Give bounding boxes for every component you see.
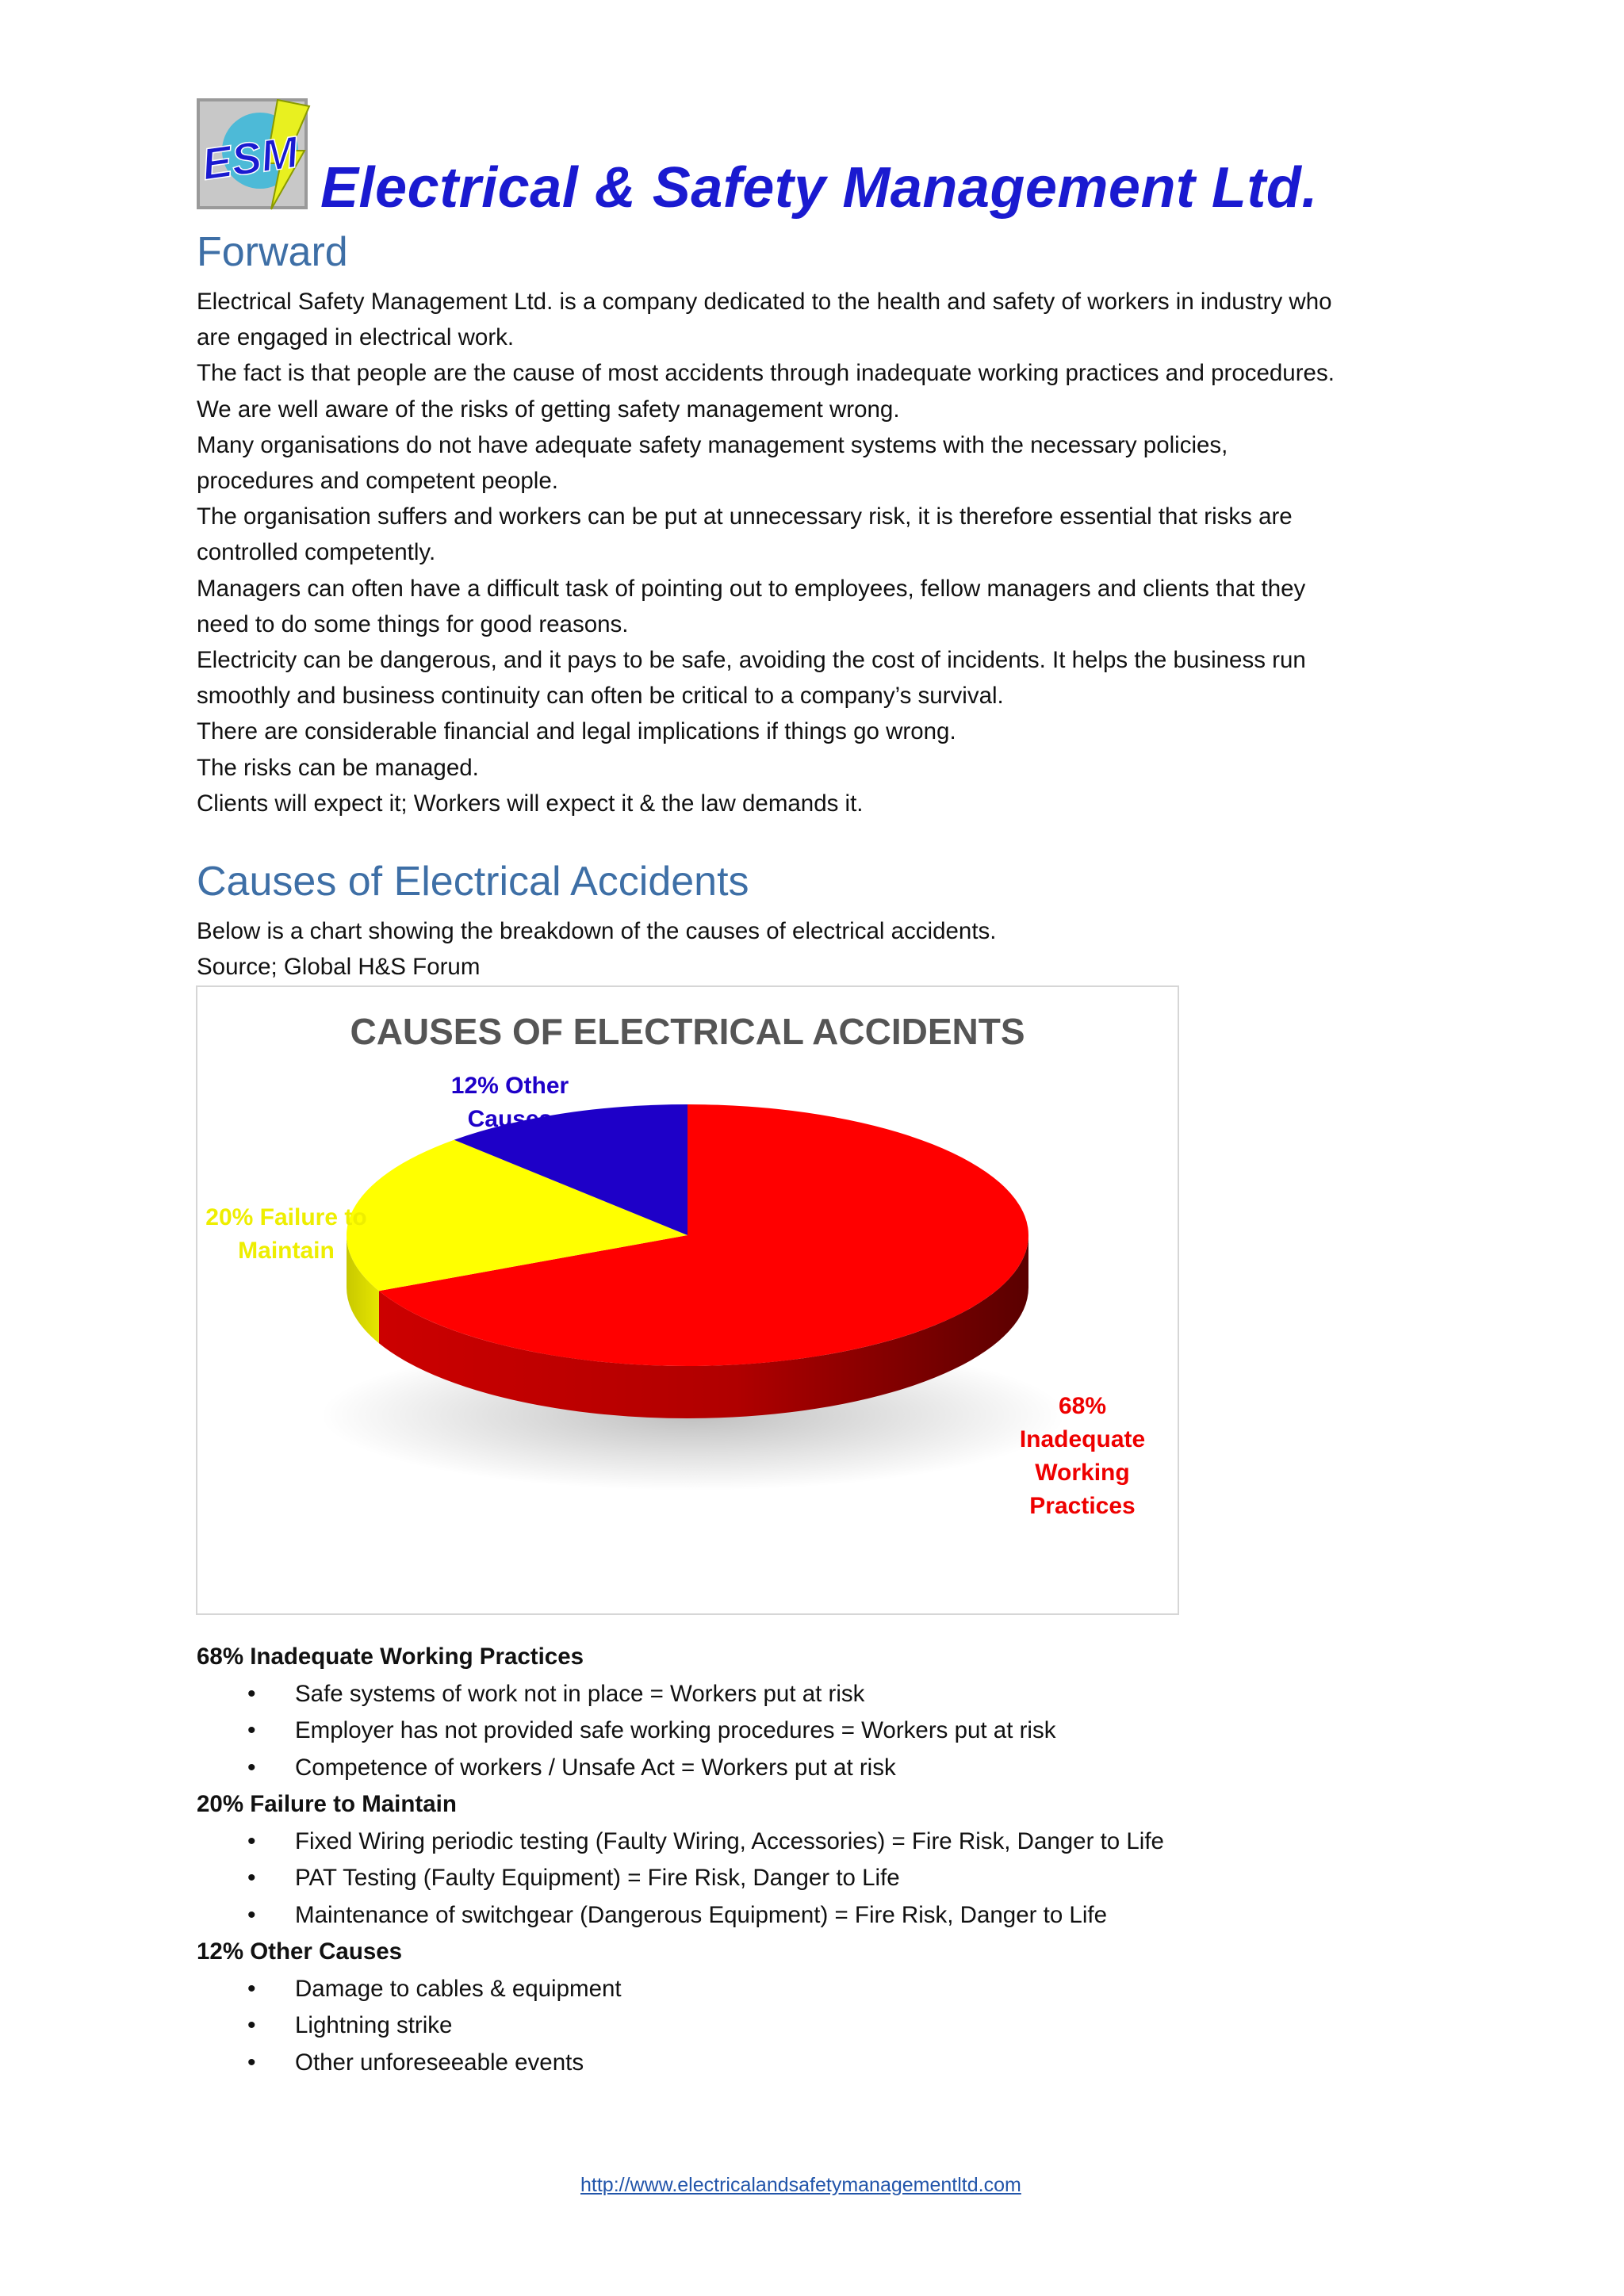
- label-other-line-1: 12% Other: [450, 1073, 569, 1099]
- forward-line: procedures and competent people.: [197, 468, 558, 495]
- detail-item-text: PAT Testing (Faulty Equipment) = Fire Risk, Danger to Life: [295, 1865, 900, 1891]
- bullet-dot: •: [247, 1681, 256, 1707]
- svg-text:ESM: ESM: [198, 126, 301, 189]
- detail-item-text: Lightning strike: [295, 2012, 453, 2038]
- bullet-dot: •: [247, 1717, 256, 1743]
- forward-line: The fact is that people are the cause of most accidents through inadequate working practices and procedures.: [197, 360, 1335, 387]
- detail-item-text: Damage to cables & equipment: [295, 1976, 622, 2002]
- forward-line: Electrical Safety Management Ltd. is a company dedicated to the health and safety of workers in industry who: [197, 289, 1332, 315]
- forward-line: controlled competently.: [197, 539, 436, 566]
- causes-heading: Causes of Electrical Accidents: [197, 859, 749, 905]
- detail-item: [247, 1755, 896, 1781]
- forward-line: There are considerable financial and legal implications if things go wrong.: [197, 718, 956, 745]
- forward-line: The organisation suffers and workers can be put at unnecessary risk, it is therefore essential that risks are: [197, 503, 1293, 530]
- forward-line: The risks can be managed.: [197, 754, 479, 781]
- footer-website-link[interactable]: http://www.electricalandsafetymanagementltd.com: [580, 2174, 1021, 2196]
- label-inadequate-line-4: Practices: [1029, 1493, 1136, 1519]
- detail-title-failure: 20% Failure to Maintain: [197, 1791, 457, 1817]
- detail-title-other: 12% Other Causes: [197, 1938, 403, 1965]
- forward-heading: Forward: [197, 229, 348, 275]
- detail-item: [247, 1717, 1055, 1744]
- pie-slices: [347, 1104, 1028, 1418]
- forward-line: Many organisations do not have adequate safety management systems with the necessary policies,: [197, 431, 1228, 458]
- detail-item: [247, 2049, 584, 2076]
- company-name: Electrical & Safety Management Ltd.: [320, 156, 1318, 220]
- detail-title-inadequate: 68% Inadequate Working Practices: [197, 1644, 584, 1670]
- label-failure-line-2: Maintain: [238, 1238, 335, 1264]
- label-failure-to-maintain: [205, 1204, 366, 1264]
- label-other-line-2: Causes: [467, 1106, 553, 1132]
- detail-item: [247, 1902, 1107, 1929]
- forward-line: We are well aware of the risks of getting safety management wrong.: [197, 396, 900, 423]
- detail-item: [247, 1865, 900, 1892]
- causes-source-line: Source; Global H&S Forum: [197, 954, 481, 981]
- detail-item-text: Competence of workers / Unsafe Act = Workers put at risk: [295, 1755, 896, 1781]
- bullet-dot: •: [247, 2049, 256, 2076]
- detail-item-text: Safe systems of work not in place = Workers put at risk: [295, 1681, 865, 1707]
- detail-item: [247, 1681, 864, 1708]
- chart-title: CAUSES OF ELECTRICAL ACCIDENTS: [350, 1011, 1025, 1052]
- detail-item-text: Employer has not provided safe working procedures = Workers put at risk: [295, 1717, 1056, 1743]
- bullet-dot: •: [247, 1976, 256, 2002]
- esm-logo: [195, 95, 314, 214]
- pie-chart-svg: [197, 987, 1178, 1613]
- bullet-dot: •: [247, 2012, 256, 2038]
- bullet-dot: •: [247, 1755, 256, 1781]
- label-failure-line-1: 20% Failure to: [205, 1204, 367, 1230]
- detail-item-text: Other unforeseeable events: [295, 2049, 584, 2076]
- bullet-dot: •: [247, 1865, 256, 1891]
- forward-line: are engaged in electrical work.: [197, 324, 515, 351]
- label-other-causes: [451, 1073, 569, 1132]
- detail-item-text: Fixed Wiring periodic testing (Faulty Wiring, Accessories) = Fire Risk, Danger to Life: [295, 1828, 1164, 1854]
- forward-line: smoothly and business continuity can often be critical to a company’s survival.: [197, 683, 1004, 710]
- detail-item-text: Maintenance of switchgear (Dangerous Equipment) = Fire Risk, Danger to Life: [295, 1902, 1107, 1928]
- label-inadequate-line-3: Working: [1035, 1460, 1130, 1486]
- bullet-dot: •: [247, 1902, 256, 1928]
- forward-line: need to do some things for good reasons.: [197, 610, 629, 637]
- label-inadequate-line-1: 68%: [1058, 1393, 1107, 1419]
- bullet-dot: •: [247, 1828, 256, 1854]
- label-inadequate-line-2: Inadequate: [1019, 1426, 1146, 1452]
- detail-item: [247, 1828, 1164, 1855]
- causes-intro: [197, 913, 1434, 985]
- pie-chart: [196, 985, 1179, 1615]
- causes-intro-line: Below is a chart showing the breakdown of the causes of electrical accidents.: [197, 918, 997, 944]
- forward-line: Electricity can be dangerous, and it pays to be safe, avoiding the cost of incidents. It helps the business run: [197, 647, 1306, 674]
- detail-item: [247, 1976, 622, 2003]
- forward-line: Clients will expect it; Workers will expect it & the law demands it.: [197, 790, 864, 817]
- forward-paragraph: [197, 284, 1434, 821]
- forward-line: Managers can often have a difficult task of pointing out to employees, fellow managers and clients that they: [197, 575, 1306, 602]
- detail-item: [247, 2012, 452, 2039]
